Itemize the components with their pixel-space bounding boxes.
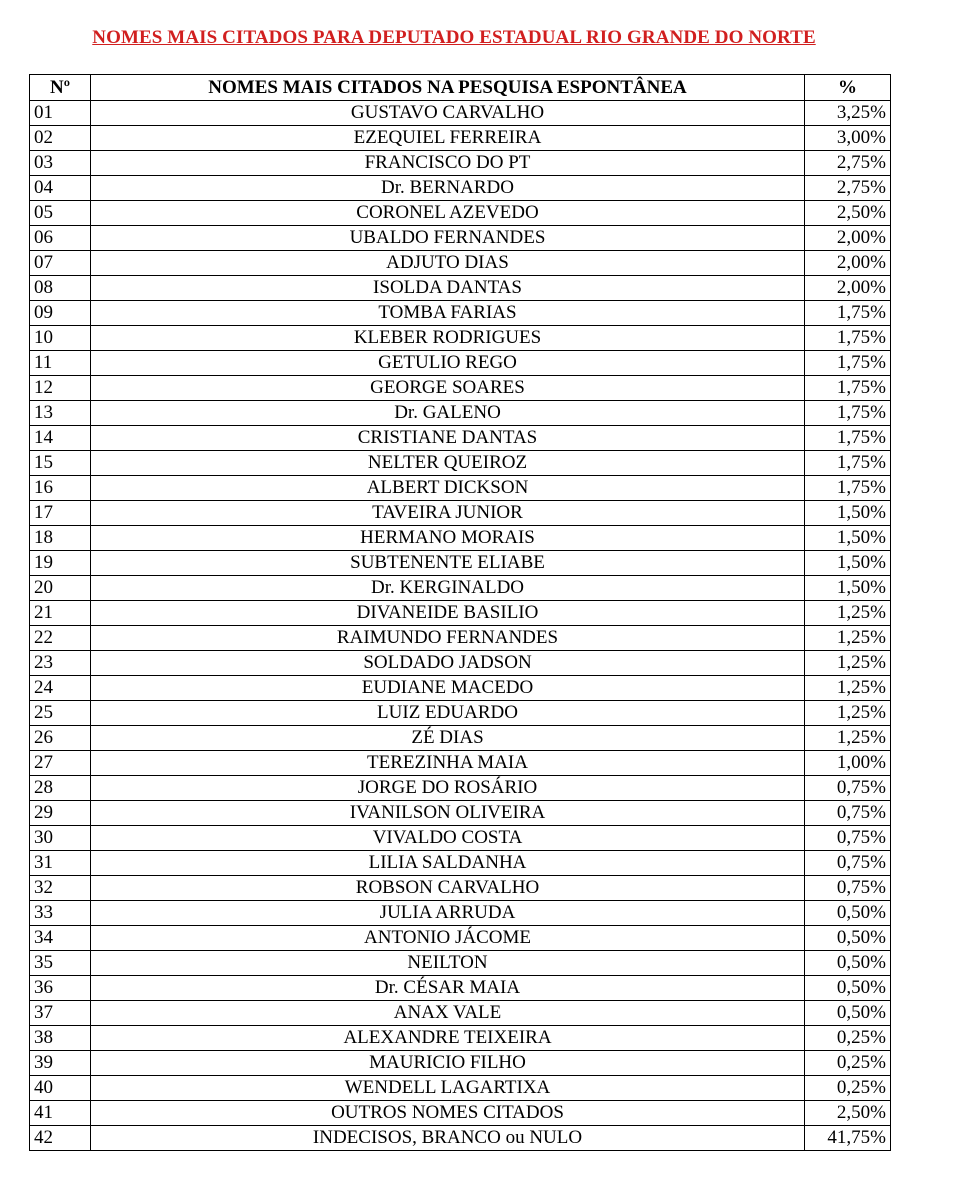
table-row bbox=[30, 251, 891, 276]
row-percent: 0,25% bbox=[805, 1051, 891, 1076]
row-name: JULIA ARRUDA bbox=[91, 901, 805, 926]
table-row bbox=[30, 926, 891, 951]
row-name: EUDIANE MACEDO bbox=[91, 676, 805, 701]
row-name: NEILTON bbox=[91, 951, 805, 976]
row-percent: 1,50% bbox=[805, 551, 891, 576]
row-number: 23 bbox=[30, 651, 91, 676]
row-name: ISOLDA DANTAS bbox=[91, 276, 805, 301]
row-number: 41 bbox=[30, 1101, 91, 1126]
row-percent: 1,50% bbox=[805, 526, 891, 551]
row-name: MAURICIO FILHO bbox=[91, 1051, 805, 1076]
row-number: 25 bbox=[30, 701, 91, 726]
row-name: ALBERT DICKSON bbox=[91, 476, 805, 501]
row-name: NELTER QUEIROZ bbox=[91, 451, 805, 476]
row-percent: 1,75% bbox=[805, 376, 891, 401]
row-percent: 0,75% bbox=[805, 776, 891, 801]
row-name: WENDELL LAGARTIXA bbox=[91, 1076, 805, 1101]
row-name: GEORGE SOARES bbox=[91, 376, 805, 401]
row-number: 11 bbox=[30, 351, 91, 376]
row-name: OUTROS NOMES CITADOS bbox=[91, 1101, 805, 1126]
row-name: DIVANEIDE BASILIO bbox=[91, 601, 805, 626]
row-number: 18 bbox=[30, 526, 91, 551]
row-number: 37 bbox=[30, 1001, 91, 1026]
row-number: 06 bbox=[30, 226, 91, 251]
table-row bbox=[30, 976, 891, 1001]
row-percent: 1,50% bbox=[805, 576, 891, 601]
row-name: Dr. KERGINALDO bbox=[91, 576, 805, 601]
row-number: 09 bbox=[30, 301, 91, 326]
table-row bbox=[30, 576, 891, 601]
row-name: SOLDADO JADSON bbox=[91, 651, 805, 676]
table-row bbox=[30, 826, 891, 851]
table-row bbox=[30, 376, 891, 401]
row-percent: 1,75% bbox=[805, 426, 891, 451]
row-name: GUSTAVO CARVALHO bbox=[91, 101, 805, 126]
row-percent: 1,25% bbox=[805, 626, 891, 651]
row-number: 17 bbox=[30, 501, 91, 526]
table-row bbox=[30, 1051, 891, 1076]
row-name: TEREZINHA MAIA bbox=[91, 751, 805, 776]
row-name: KLEBER RODRIGUES bbox=[91, 326, 805, 351]
table-row bbox=[30, 551, 891, 576]
row-name: IVANILSON OLIVEIRA bbox=[91, 801, 805, 826]
table-row bbox=[30, 501, 891, 526]
table-row bbox=[30, 451, 891, 476]
row-name: LUIZ EDUARDO bbox=[91, 701, 805, 726]
row-name: HERMANO MORAIS bbox=[91, 526, 805, 551]
table-row bbox=[30, 401, 891, 426]
row-number: 34 bbox=[30, 926, 91, 951]
row-name: ROBSON CARVALHO bbox=[91, 876, 805, 901]
row-name: ANAX VALE bbox=[91, 1001, 805, 1026]
row-name: Dr. CÉSAR MAIA bbox=[91, 976, 805, 1001]
row-number: 36 bbox=[30, 976, 91, 1001]
row-percent: 1,25% bbox=[805, 651, 891, 676]
row-number: 26 bbox=[30, 726, 91, 751]
row-number: 38 bbox=[30, 1026, 91, 1051]
table-header bbox=[30, 75, 891, 101]
row-percent: 1,00% bbox=[805, 751, 891, 776]
row-number: 19 bbox=[30, 551, 91, 576]
row-number: 28 bbox=[30, 776, 91, 801]
table-row bbox=[30, 876, 891, 901]
table-row bbox=[30, 901, 891, 926]
row-name: ANTONIO JÁCOME bbox=[91, 926, 805, 951]
row-number: 10 bbox=[30, 326, 91, 351]
row-number: 08 bbox=[30, 276, 91, 301]
table-row bbox=[30, 851, 891, 876]
row-name: EZEQUIEL FERREIRA bbox=[91, 126, 805, 151]
table-row bbox=[30, 1076, 891, 1101]
row-percent: 0,50% bbox=[805, 926, 891, 951]
table-row bbox=[30, 701, 891, 726]
table-row bbox=[30, 776, 891, 801]
row-number: 07 bbox=[30, 251, 91, 276]
row-number: 22 bbox=[30, 626, 91, 651]
row-name: INDECISOS, BRANCO ou NULO bbox=[91, 1126, 805, 1151]
table-row bbox=[30, 626, 891, 651]
row-number: 21 bbox=[30, 601, 91, 626]
row-percent: 2,75% bbox=[805, 176, 891, 201]
table-row bbox=[30, 276, 891, 301]
row-number: 14 bbox=[30, 426, 91, 451]
row-percent: 2,00% bbox=[805, 226, 891, 251]
table-row bbox=[30, 101, 891, 126]
row-number: 02 bbox=[30, 126, 91, 151]
row-number: 39 bbox=[30, 1051, 91, 1076]
table-row bbox=[30, 226, 891, 251]
row-number: 12 bbox=[30, 376, 91, 401]
row-number: 30 bbox=[30, 826, 91, 851]
row-percent: 1,75% bbox=[805, 476, 891, 501]
table-row bbox=[30, 601, 891, 626]
row-number: 24 bbox=[30, 676, 91, 701]
row-name: ALEXANDRE TEIXEIRA bbox=[91, 1026, 805, 1051]
row-number: 03 bbox=[30, 151, 91, 176]
row-percent: 0,50% bbox=[805, 1001, 891, 1026]
table-row bbox=[30, 526, 891, 551]
row-percent: 2,00% bbox=[805, 276, 891, 301]
row-percent: 3,00% bbox=[805, 126, 891, 151]
row-number: 27 bbox=[30, 751, 91, 776]
row-name: CRISTIANE DANTAS bbox=[91, 426, 805, 451]
row-percent: 2,50% bbox=[805, 201, 891, 226]
row-percent: 1,75% bbox=[805, 326, 891, 351]
header-row bbox=[30, 75, 891, 101]
row-name: Dr. BERNARDO bbox=[91, 176, 805, 201]
table-row bbox=[30, 426, 891, 451]
row-percent: 0,50% bbox=[805, 901, 891, 926]
table-row bbox=[30, 151, 891, 176]
header-percent: % bbox=[805, 75, 891, 101]
row-number: 15 bbox=[30, 451, 91, 476]
row-percent: 2,75% bbox=[805, 151, 891, 176]
row-percent: 1,75% bbox=[805, 351, 891, 376]
table-row bbox=[30, 326, 891, 351]
row-percent: 2,00% bbox=[805, 251, 891, 276]
table-row bbox=[30, 1101, 891, 1126]
row-name: RAIMUNDO FERNANDES bbox=[91, 626, 805, 651]
table-body bbox=[30, 101, 891, 1151]
row-number: 32 bbox=[30, 876, 91, 901]
table-row bbox=[30, 351, 891, 376]
table-row bbox=[30, 751, 891, 776]
table-row bbox=[30, 301, 891, 326]
row-percent: 0,75% bbox=[805, 801, 891, 826]
row-percent: 0,50% bbox=[805, 976, 891, 1001]
row-name: TAVEIRA JUNIOR bbox=[91, 501, 805, 526]
row-percent: 1,25% bbox=[805, 701, 891, 726]
row-number: 04 bbox=[30, 176, 91, 201]
row-percent: 0,75% bbox=[805, 826, 891, 851]
row-name: JORGE DO ROSÁRIO bbox=[91, 776, 805, 801]
row-percent: 0,75% bbox=[805, 876, 891, 901]
table-row bbox=[30, 676, 891, 701]
row-percent: 2,50% bbox=[805, 1101, 891, 1126]
row-name: LILIA SALDANHA bbox=[91, 851, 805, 876]
row-percent: 41,75% bbox=[805, 1126, 891, 1151]
row-number: 40 bbox=[30, 1076, 91, 1101]
row-number: 42 bbox=[30, 1126, 91, 1151]
row-percent: 1,25% bbox=[805, 601, 891, 626]
row-name: CORONEL AZEVEDO bbox=[91, 201, 805, 226]
row-number: 35 bbox=[30, 951, 91, 976]
row-percent: 1,25% bbox=[805, 726, 891, 751]
row-number: 29 bbox=[30, 801, 91, 826]
row-percent: 1,75% bbox=[805, 451, 891, 476]
row-percent: 1,75% bbox=[805, 401, 891, 426]
results-table bbox=[29, 74, 891, 1151]
row-percent: 1,50% bbox=[805, 501, 891, 526]
row-number: 33 bbox=[30, 901, 91, 926]
row-name: ZÉ DIAS bbox=[91, 726, 805, 751]
row-percent: 1,25% bbox=[805, 676, 891, 701]
row-number: 13 bbox=[30, 401, 91, 426]
header-name: NOMES MAIS CITADOS NA PESQUISA ESPONTÂNEA bbox=[91, 75, 805, 101]
table-row bbox=[30, 1126, 891, 1151]
document-title: NOMES MAIS CITADOS PARA DEPUTADO ESTADUAL RIO GRANDE DO NORTE bbox=[92, 27, 816, 48]
row-number: 31 bbox=[30, 851, 91, 876]
row-percent: 0,25% bbox=[805, 1076, 891, 1101]
table-row bbox=[30, 1001, 891, 1026]
row-number: 20 bbox=[30, 576, 91, 601]
row-percent: 0,50% bbox=[805, 951, 891, 976]
table-row bbox=[30, 476, 891, 501]
row-name: ADJUTO DIAS bbox=[91, 251, 805, 276]
row-name: GETULIO REGO bbox=[91, 351, 805, 376]
row-name: FRANCISCO DO PT bbox=[91, 151, 805, 176]
row-percent: 1,75% bbox=[805, 301, 891, 326]
row-name: VIVALDO COSTA bbox=[91, 826, 805, 851]
table-row bbox=[30, 801, 891, 826]
table-row bbox=[30, 126, 891, 151]
row-percent: 0,25% bbox=[805, 1026, 891, 1051]
header-number: Nº bbox=[30, 75, 91, 101]
table-row bbox=[30, 651, 891, 676]
row-percent: 3,25% bbox=[805, 101, 891, 126]
row-name: SUBTENENTE ELIABE bbox=[91, 551, 805, 576]
table-row bbox=[30, 951, 891, 976]
row-number: 16 bbox=[30, 476, 91, 501]
table-row bbox=[30, 201, 891, 226]
table-row bbox=[30, 176, 891, 201]
row-number: 05 bbox=[30, 201, 91, 226]
row-name: Dr. GALENO bbox=[91, 401, 805, 426]
row-number: 01 bbox=[30, 101, 91, 126]
row-name: UBALDO FERNANDES bbox=[91, 226, 805, 251]
row-percent: 0,75% bbox=[805, 851, 891, 876]
row-name: TOMBA FARIAS bbox=[91, 301, 805, 326]
table-row bbox=[30, 1026, 891, 1051]
table-row bbox=[30, 726, 891, 751]
